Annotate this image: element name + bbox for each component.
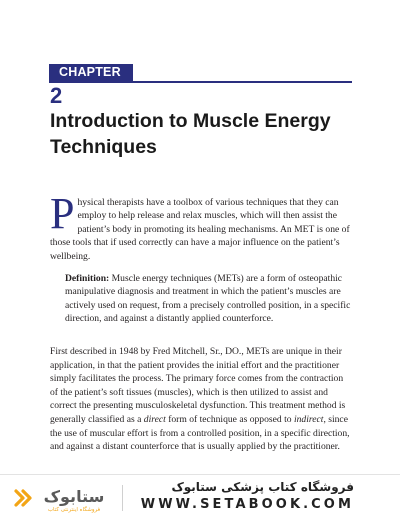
- chapter-divider: [49, 81, 352, 83]
- body-emphasis-direct: direct: [143, 413, 166, 425]
- chapter-title: Introduction to Muscle Energy Techniques: [50, 110, 331, 158]
- chapter-number: 2: [50, 83, 63, 108]
- drop-cap: P: [50, 189, 75, 238]
- definition-block: [65, 272, 353, 326]
- definition-text: Muscle energy techniques (METs) are a form of osteopathic manipulative diagnosis and treatment in which the patient’s muscles are actively used on request, from a precisely controlled position, in a specific direction, and against a distantly applied counterforce.: [65, 273, 351, 325]
- body-text-part3: , since the use of muscular effort is from a controlled position, in a specific direction, and against a distant counterforce that is usually applied by the practitioner.: [50, 413, 350, 453]
- footer-divider: [0, 474, 400, 475]
- body-text-part1: First described in 1948 by Fred Mitchell, Sr., DO., METs are unique in their application, in that the patient provides the initial effort and the practitioner simply facilitates the process. The primary force comes from the contraction of the patient’s soft tissues (muscles), which is then utilized to assist and correct the presenting musculoskeletal dysfunction. This treatment method is generally classified as a: [50, 346, 346, 425]
- svg-text:فروشگاه اینترنتی کتاب: فروشگاه اینترنتی کتاب: [47, 507, 101, 513]
- intro-paragraph: [50, 189, 352, 263]
- svg-text:ستابوک: ستابوک: [43, 487, 105, 506]
- store-url-link[interactable]: WWW.SETABOOK.COM: [140, 497, 354, 512]
- body-paragraph: [50, 345, 353, 454]
- store-name: فروشگاه کتاب پزشکی ستابوک: [171, 480, 354, 494]
- setabook-logo-icon: [14, 484, 116, 514]
- definition-label: Definition:: [65, 273, 110, 284]
- chapter-label: CHAPTER: [49, 64, 133, 81]
- body-text-part2: form of technique as opposed to: [165, 413, 294, 425]
- logo-separator: [122, 485, 123, 511]
- intro-text: hysical therapists have a toolbox of various techniques that they can employ to help release and relax muscles, which will then assist the patient’s body in promoting its healing mechanisms. An MET is one of those tools that if used correctly can have a major influence on the patient’s wellbeing.: [50, 197, 350, 262]
- setabook-logo: [14, 484, 116, 514]
- body-emphasis-indirect: indirect: [293, 413, 324, 425]
